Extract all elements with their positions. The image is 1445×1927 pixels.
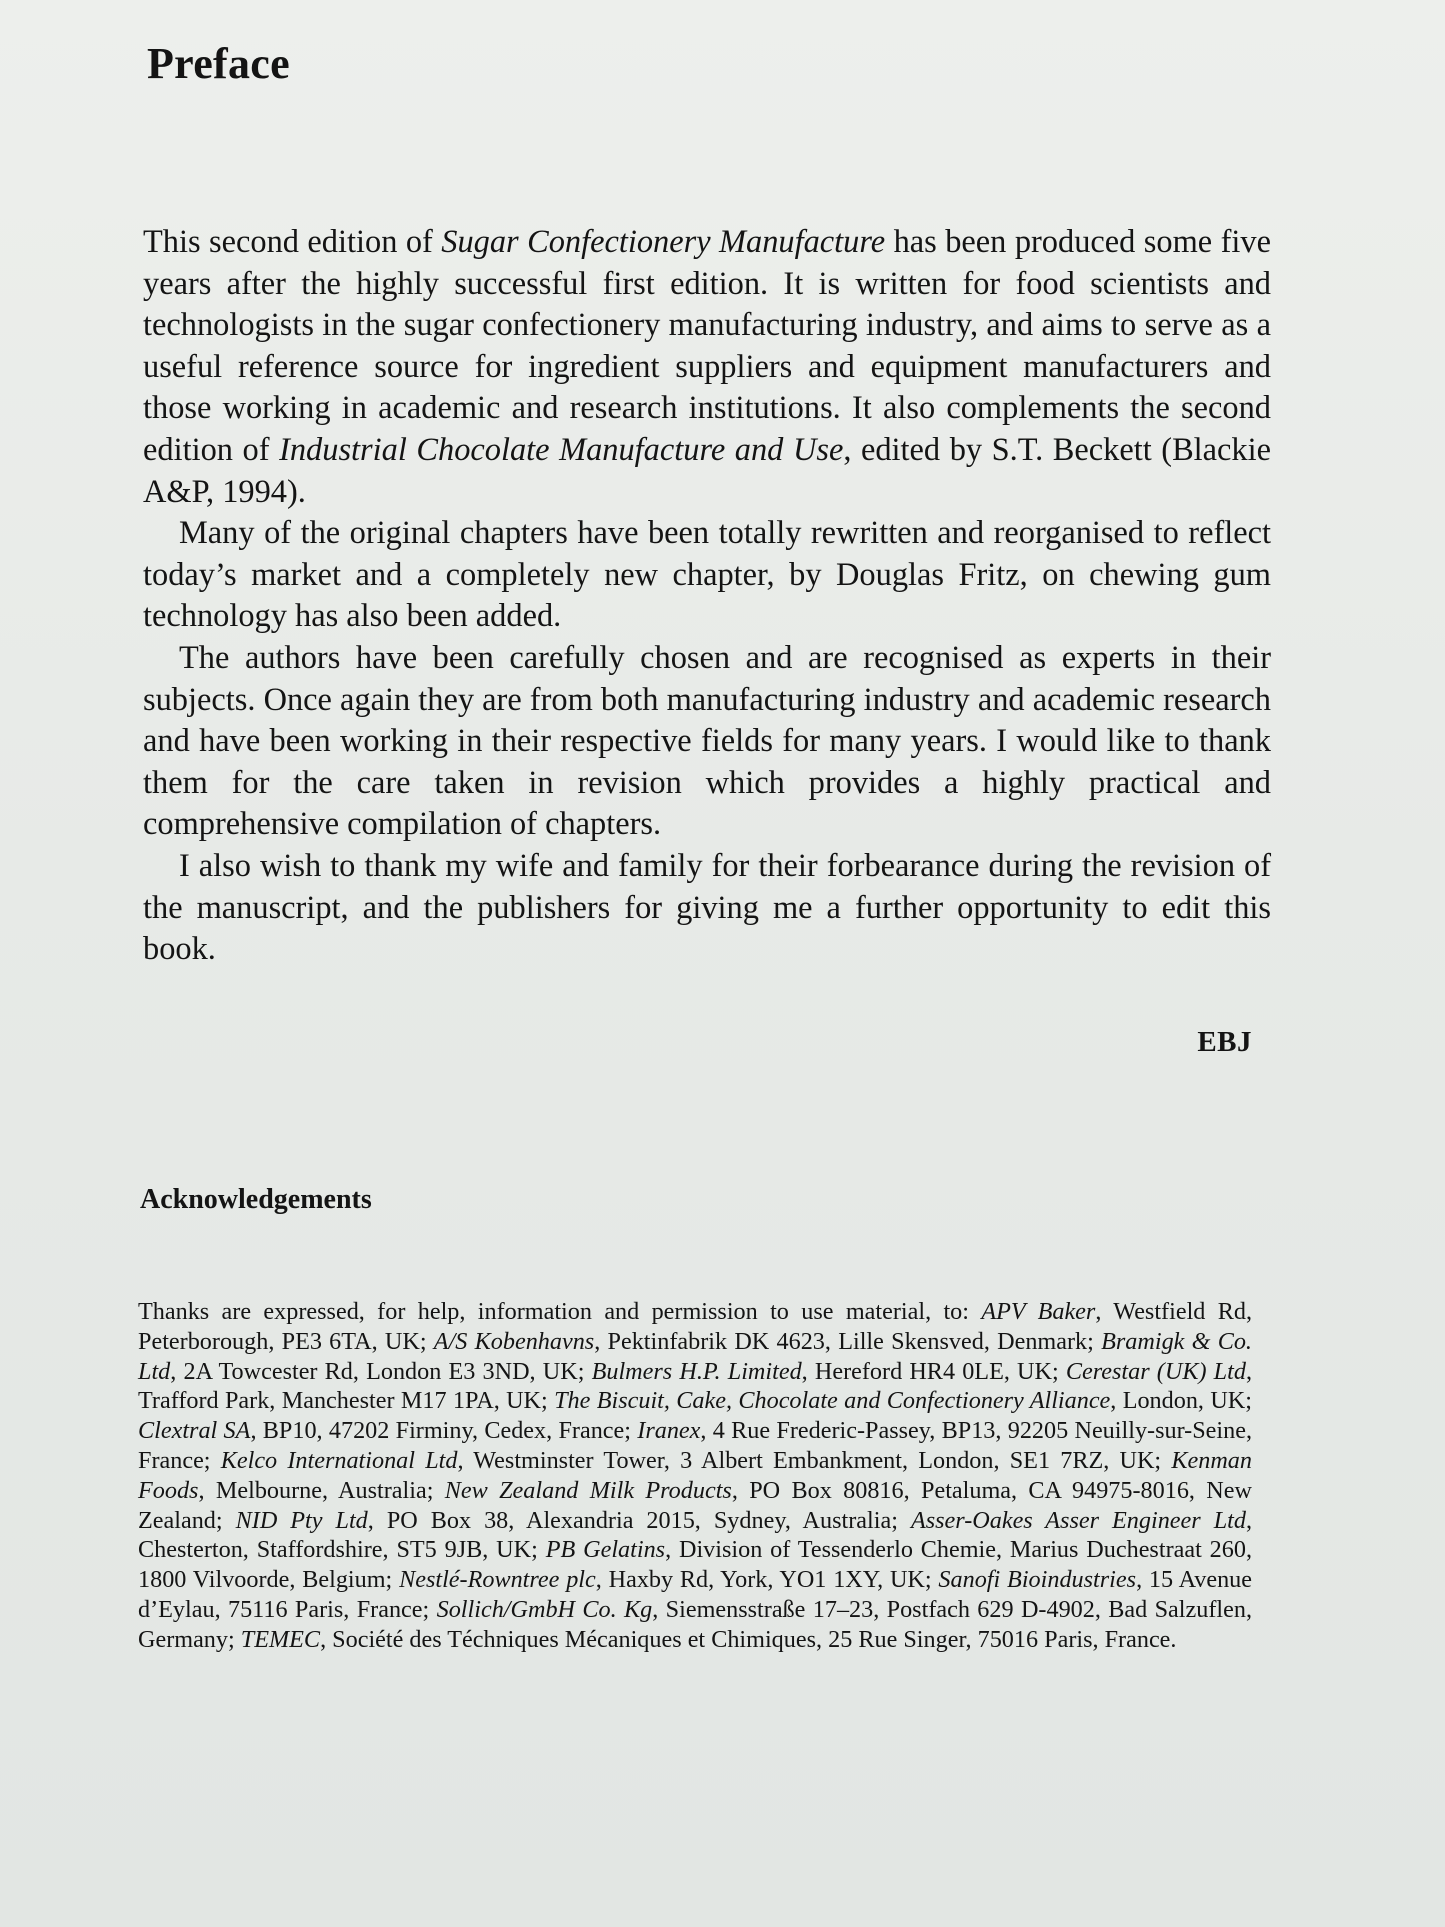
acknowledgement-org-name: Cerestar (UK) Ltd (1065, 1357, 1246, 1385)
acknowledgements-heading: Acknowledgements (140, 1184, 372, 1215)
acknowledgement-org-name: Bramigk & Co. Ltd (138, 1327, 1252, 1385)
acknowledgements-body (138, 1297, 1252, 1655)
acknowledgement-org-detail: , Siemensstraße 17–23, Postfach 629 D-4902, Bad Salzuflen, Germany; (138, 1595, 1252, 1653)
book-title-sugar-confectionery: Sugar Confectionery Manufacture (441, 224, 886, 260)
acknowledgement-org-name: A/S Kobenhavns (433, 1327, 595, 1355)
acknowledgements-entries (138, 1298, 1252, 1653)
acknowledgement-org-name: New Zealand Milk Products (444, 1476, 732, 1504)
preface-p1-text-a: This second edition of (143, 224, 442, 260)
acknowledgement-org-detail: , BP10, 47202 Firminy, Cedex, France; (250, 1417, 638, 1445)
acknowledgement-org-name: The Biscuit, Cake, Chocolate and Confectionery Alliance (554, 1387, 1111, 1415)
acknowledgement-org-name: NID Pty Ltd (235, 1506, 368, 1534)
acknowledgement-org-name: Kenman Foods (138, 1446, 1252, 1504)
acknowledgement-org-detail: , Société des Téchniques Mécaniques et Chimiques, 25 Rue Singer, 75016 Paris, France. (320, 1625, 1177, 1653)
acknowledgement-org-name: APV Baker (981, 1298, 1096, 1325)
acknowledgement-org-name: Bulmers H.P. Limited (591, 1357, 802, 1385)
acknowledgement-org-detail: , Division of Tessenderlo Chemie, Marius Duchestraat 260, 1800 Vilvoorde, Belgium; (138, 1536, 1252, 1594)
acknowledgement-org-detail: , PO Box 38, Alexandria 2015, Sydney, Australia; (367, 1506, 911, 1534)
acknowledgement-org-detail: , 2A Towcester Rd, London E3 3ND, UK; (170, 1357, 592, 1385)
acknowledgement-org-detail: , PO Box 80816, Petaluma, CA 94975-8016, New Zealand; (138, 1476, 1252, 1534)
acknowledgement-org-detail: , Pektinfabrik DK 4623, Lille Skensved, Denmark; (594, 1327, 1102, 1355)
acknowledgement-org-detail: , Westminster Tower, 3 Albert Embankment, London, SE1 7RZ, UK; (457, 1446, 1172, 1474)
acknowledgement-org-name: Sollich/GmbH Co. Kg (436, 1595, 653, 1623)
acknowledgement-org-detail: , Trafford Park, Manchester M17 1PA, UK; (138, 1357, 1252, 1415)
acknowledgement-org-name: Nestlé-Rowntree plc (399, 1566, 596, 1594)
acknowledgement-org-detail: , Hereford HR4 0LE, UK; (801, 1357, 1066, 1385)
preface-paragraph-3: The authors have been carefully chosen and are recognised as experts in their subjects. Once again they are from both manufacturing industry and academic research and have been working in their respective fields for many years. I would like to thank them for the care taken in revision which provides a highly practical and comprehensive compilation of chapters. (143, 639, 1271, 843)
preface-p1-text-b: has been produced some five years after the highly successful first edition. It is written for food scientists and technologists in the sugar confectionery manufacturing industry, and aims to serve as a useful reference source for ingredient suppliers and equipment manufacturers and those working in academic and research institutions. It also complements the second edition of (143, 224, 1271, 468)
preface-body (143, 222, 1271, 971)
acknowledgement-org-detail: , Westfield Rd, Peterborough, PE3 6TA, UK; (138, 1298, 1253, 1355)
acknowledgement-org-detail: , Haxby Rd, York, YO1 1XY, UK; (595, 1566, 939, 1594)
acknowledgement-org-detail: , 4 Rue Frederic-Passey, BP13, 92205 Neuilly-sur-Seine, France; (138, 1417, 1253, 1474)
book-title-industrial-chocolate: Industrial Chocolate Manufacture and Use (279, 431, 844, 468)
preface-p1-text-c: , edited by S.T. Beckett (Blackie A&P, 1994). (143, 431, 1272, 510)
page-title: Preface (147, 39, 290, 88)
acknowledgement-org-name: Clextral SA (138, 1417, 251, 1445)
acknowledgement-org-name: TEMEC (240, 1625, 321, 1653)
acknowledgements-intro: Thanks are expressed, for help, information and permission to use material, to: (138, 1298, 982, 1325)
acknowledgement-org-detail: , London, UK; (1110, 1387, 1252, 1415)
preface-paragraph-2: Many of the original chapters have been totally rewritten and reorganised to reflect today’s market and a completely new chapter, by Douglas Fritz, on chewing gum technology has also been added. (143, 515, 1271, 635)
acknowledgement-org-name: Sanofi Bioindustries (938, 1566, 1137, 1594)
acknowledgement-org-detail: , Chesterton, Staffordshire, ST5 9JB, UK; (138, 1506, 1253, 1564)
acknowledgement-org-detail: , Melbourne, Australia; (198, 1476, 445, 1504)
preface-paragraph-4: I also wish to thank my wife and family for their forbearance during the revision of the manuscript, and the publishers for giving me a further opportunity to edit this book. (143, 847, 1271, 968)
preface-paragraph-1 (143, 222, 1271, 513)
acknowledgement-org-detail: , 15 Avenue d’Eylau, 75116 Paris, France; (138, 1566, 1253, 1623)
acknowledgement-org-name: PB Gelatins (545, 1536, 666, 1564)
editor-signature-initials: EBJ (1197, 1026, 1252, 1058)
acknowledgement-org-name: Iranex (637, 1417, 701, 1445)
acknowledgement-org-name: Kelco International Ltd (220, 1446, 458, 1474)
acknowledgement-org-name: Asser-Oakes Asser Engineer Ltd (910, 1506, 1246, 1534)
